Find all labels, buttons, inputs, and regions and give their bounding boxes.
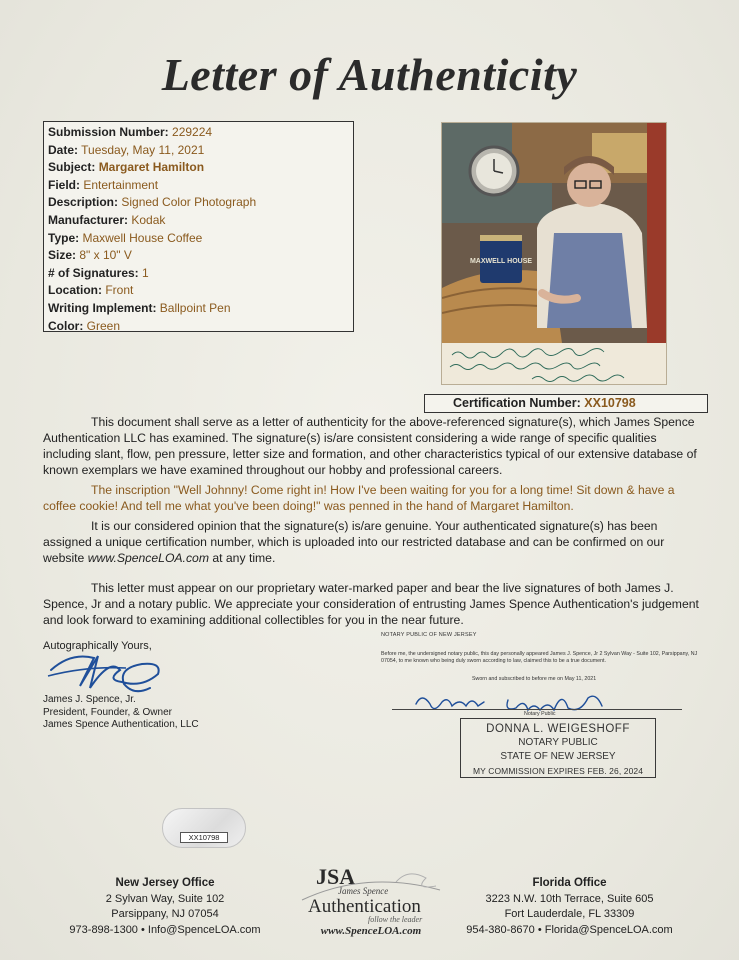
- logo-jsa: JSA: [316, 864, 356, 889]
- info-value: 1: [142, 265, 149, 280]
- notary-signature-line: [392, 709, 682, 710]
- office-heading: New Jersey Office: [115, 877, 215, 889]
- footer-website-link[interactable]: www.SpenceLOA.com: [320, 925, 422, 937]
- info-row-color: [48, 318, 349, 336]
- info-value: Front: [105, 283, 134, 298]
- authenticity-paragraph: This document shall serve as a letter of authenticity for the above-referenced signature(s), which James Spence Authentication LLC has examined. The signature(s) is/are consistent considering a wide range of specific qualities including slant, flow, pen pressure, letter size and formation, and other characteristics typical of our extensive database of known exemplars we have examined throughout our hobby and professional careers.: [43, 415, 697, 477]
- stamp-title: NOTARY PUBLIC: [518, 737, 598, 748]
- closing-line: Autographically Yours,: [43, 640, 152, 652]
- office-address-line2: Fort Lauderdale, FL 33309: [504, 908, 635, 920]
- stamp-name: DONNA L. WEIGESHOFF: [486, 723, 630, 735]
- office-address-line1: 2 Sylvan Way, Suite 102: [105, 892, 225, 905]
- info-key: Description:: [48, 195, 119, 210]
- certification-label: Certification Number:: [453, 396, 581, 410]
- info-value: 229224: [172, 125, 213, 139]
- info-key: Writing Implement:: [48, 300, 157, 315]
- info-key: Manufacturer:: [48, 212, 129, 227]
- watermark-paragraph: This letter must appear on our proprietary water-marked paper and bear the live signatures of both James J. Spence, Jr and a notary public. We appreciate your consideration of entrusting James Spence Authentication's judgement and look forward to examining additional collectibles for you in the near future.: [43, 581, 699, 627]
- info-key: Subject:: [48, 160, 96, 175]
- logo-word: Authentication: [308, 896, 421, 917]
- info-value: Entertainment: [83, 177, 159, 192]
- info-value: 8" x 10" V: [79, 248, 132, 263]
- info-row-manufacturer: [48, 212, 349, 230]
- certification-number-box: [424, 394, 708, 413]
- hologram-number: XX10798: [180, 832, 228, 843]
- info-row-date: [48, 142, 349, 160]
- signer-role: President, Founder, & Owner: [43, 706, 172, 718]
- coffee-can-label: MAXWELL HOUSE: [469, 258, 533, 265]
- info-value: Green: [86, 318, 121, 333]
- info-value: Maxwell House Coffee: [82, 230, 203, 245]
- stamp-expiry: MY COMMISSION EXPIRES FEB. 26, 2024: [472, 766, 644, 776]
- info-value: Ballpoint Pen: [159, 300, 231, 315]
- document-title: Letter of Authenticity: [161, 49, 578, 100]
- info-row-field: [48, 177, 349, 195]
- notary-public-label: Notary Public: [524, 711, 556, 717]
- info-value: Signed Color Photograph: [121, 195, 257, 210]
- logo-name: James Spence: [338, 886, 389, 896]
- logo-tagline: follow the leader: [368, 915, 423, 924]
- info-row-type: [48, 230, 349, 248]
- info-row-implement: [48, 300, 349, 318]
- office-contact: 954-380-8670 • Florida@SpenceLOA.com: [466, 923, 673, 936]
- info-key: Submission Number:: [48, 125, 169, 139]
- office-address-line1: 3223 N.W. 10th Terrace, Suite 605: [485, 892, 654, 905]
- opinion-text: It is our considered opinion that the signature(s) is/are genuine. Your authenticated signature(s) has been assigned a unique certification number, which is uploaded into our restricted database and can be confirmed on our website: [43, 519, 665, 565]
- spence-signature: [46, 648, 166, 698]
- notary-sworn-date: Sworn and subscribed to before me on May 11, 2021: [472, 676, 597, 682]
- info-key: Date:: [48, 142, 79, 157]
- info-row-subject: [48, 159, 349, 177]
- info-row-description: [48, 194, 349, 212]
- office-contact: 973-898-1300 • Info@SpenceLOA.com: [69, 923, 261, 936]
- florida-office: [462, 876, 677, 938]
- signer-name: James J. Spence, Jr.: [43, 694, 136, 705]
- info-key: Color:: [48, 318, 84, 333]
- office-address-line2: Parsippany, NJ 07054: [111, 908, 219, 920]
- opinion-text-end: at any time.: [208, 551, 276, 565]
- submission-info-box: [43, 121, 354, 332]
- info-value: Margaret Hamilton: [98, 160, 205, 175]
- info-row-location: [48, 282, 349, 300]
- info-key: Type:: [48, 230, 80, 245]
- inscription-paragraph: The inscription "Well Johnny! Come right in! How I've been waiting for you for a long time! Sit down & have a coffee cookie! And tell me what you've been doing!" was penned in the hand of Margaret Hamilton.: [43, 483, 675, 513]
- opinion-paragraph: [43, 518, 703, 566]
- stamp-state: STATE OF NEW JERSEY: [500, 751, 616, 762]
- info-row-size: [48, 247, 349, 265]
- notary-heading: NOTARY PUBLIC OF NEW JERSEY: [381, 632, 477, 638]
- notary-stamp: [460, 718, 656, 778]
- info-value: Kodak: [131, 212, 166, 227]
- new-jersey-office: [60, 876, 270, 938]
- signed-photograph: [441, 122, 667, 385]
- info-key: Size:: [48, 248, 77, 263]
- info-key: Field:: [48, 177, 80, 192]
- notary-statement: Before me, the undersigned notary public, this day personally appeared James J. Spence, Jr 2 Sylvan Way - Suite 102, Parsippany, NJ 07054, to me known who being duly sworn according to law, claimed this to be a true document.: [381, 651, 698, 664]
- signer-company: James Spence Authentication, LLC: [43, 719, 199, 730]
- signer-block: [43, 694, 199, 732]
- info-row-submission: [48, 124, 349, 142]
- office-heading: Florida Office: [532, 877, 607, 889]
- website-link[interactable]: www.SpenceLOA.com: [87, 551, 209, 565]
- info-value: Tuesday, May 11, 2021: [81, 142, 205, 157]
- info-row-signatures: [48, 265, 349, 283]
- info-key: # of Signatures:: [48, 265, 139, 280]
- photo-illustration: [442, 123, 667, 385]
- notary-signature: [412, 688, 612, 718]
- info-key: Location:: [48, 283, 102, 298]
- certification-number: XX10798: [584, 396, 636, 410]
